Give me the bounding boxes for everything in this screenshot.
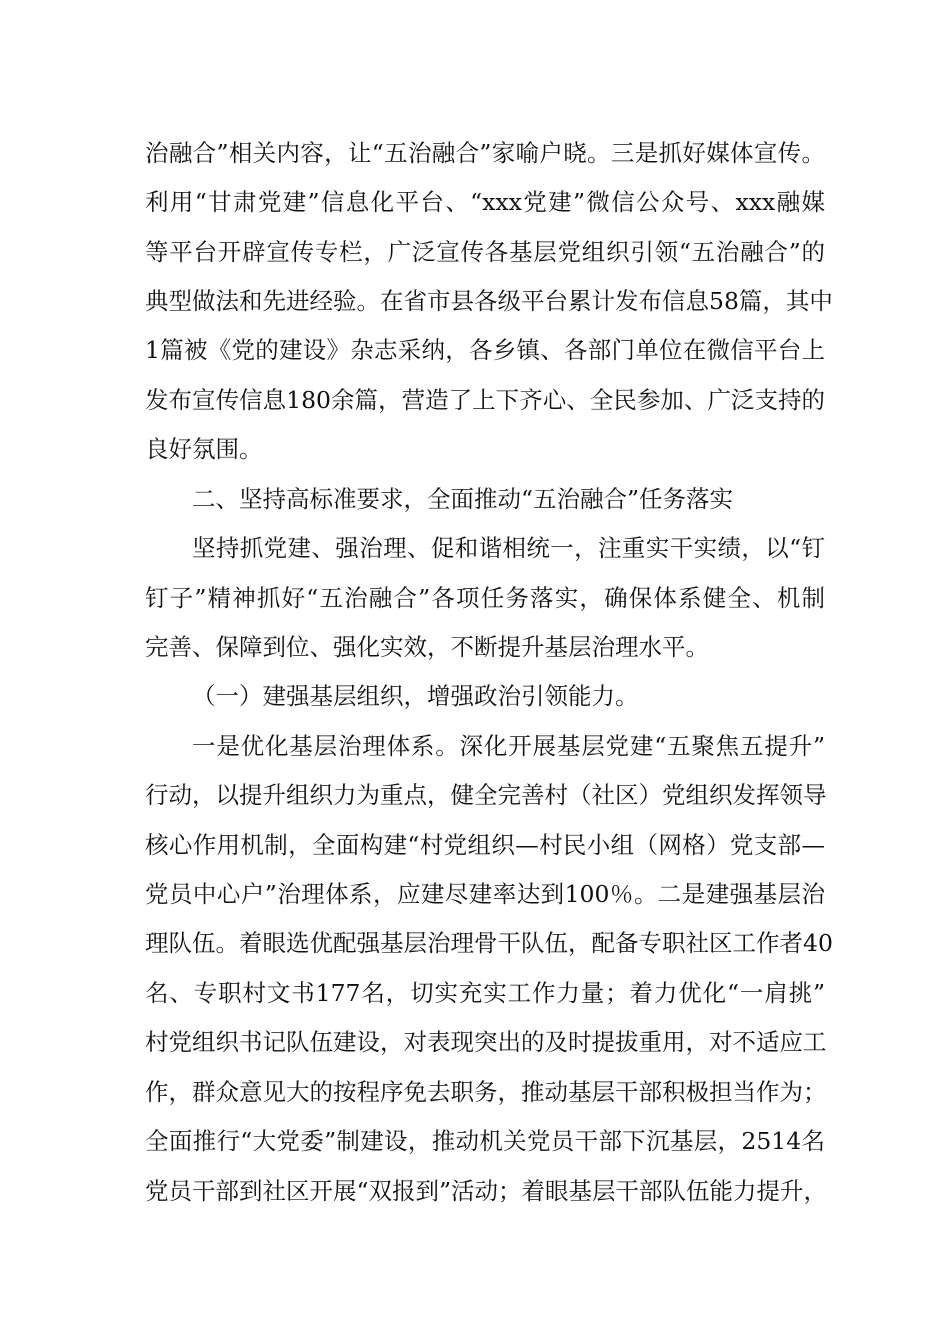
- text-line: 完善、保障到位、强化实效，不断提升基层治理水平。: [145, 633, 709, 661]
- paragraph-first-line: 一是优化基层治理体系。深化开展基层党建“五聚焦五提升”: [192, 732, 825, 760]
- text-line: 利用“甘肃党建”信息化平台、“xxx党建”微信公众号、xxx融媒: [145, 188, 825, 216]
- text-line: 党员中心户”治理体系，应建尽建率达到100％。二是建强基层治: [145, 880, 825, 908]
- text-line: 理队伍。着眼选优配强基层治理骨干队伍，配备专职社区工作者40: [145, 929, 833, 957]
- text-line: 1篇被《党的建设》杂志采纳，各乡镇、各部门单位在微信平台上: [145, 336, 825, 364]
- text-line: 党员干部到社区开展“双报到”活动；着眼基层干部队伍能力提升，: [145, 1177, 828, 1205]
- paragraph-first-line: 坚持抓党建、强治理、促和谐相统一，注重实干实绩，以“钉: [192, 534, 825, 562]
- text-line: 核心作用机制，全面构建“村党组织—村民小组（网格）党支部—: [145, 831, 825, 859]
- text-line: 治融合”相关内容，让“五治融合”家喻户晓。三是抓好媒体宣传。: [145, 139, 825, 167]
- text-line: 发布宣传信息180余篇，营造了上下齐心、全民参加、广泛支持的: [145, 386, 825, 414]
- text-line: 良好氛围。: [145, 435, 263, 463]
- section-heading: 二、坚持高标准要求，全面推动“五治融合”任务落实: [192, 485, 734, 513]
- subsection-heading: （一）建强基层组织，增强政治引领能力。: [192, 682, 639, 710]
- text-line: 典型做法和先进经验。在省市县各级平台累计发布信息58篇，其中: [145, 287, 833, 315]
- text-line: 村党组织书记队伍建设，对表现突出的及时提拔重用，对不适应工: [145, 1028, 827, 1056]
- text-line: 全面推行“大党委”制建设，推动机关党员干部下沉基层，2514名: [145, 1127, 825, 1155]
- text-line: 等平台开辟宣传专栏，广泛宣传各基层党组织引领“五治融合”的: [145, 238, 825, 266]
- text-line: 钉子”精神抓好“五治融合”各项任务落实，确保体系健全、机制: [145, 584, 825, 612]
- text-line: 行动，以提升组织力为重点，健全完善村（社区）党组织发挥领导: [145, 781, 827, 809]
- text-line: 名、专职村文书177名，切实充实工作力量；着力优化“一肩挑”: [145, 979, 825, 1007]
- text-line: 作，群众意见大的按程序免去职务，推动基层干部积极担当作为；: [145, 1078, 827, 1106]
